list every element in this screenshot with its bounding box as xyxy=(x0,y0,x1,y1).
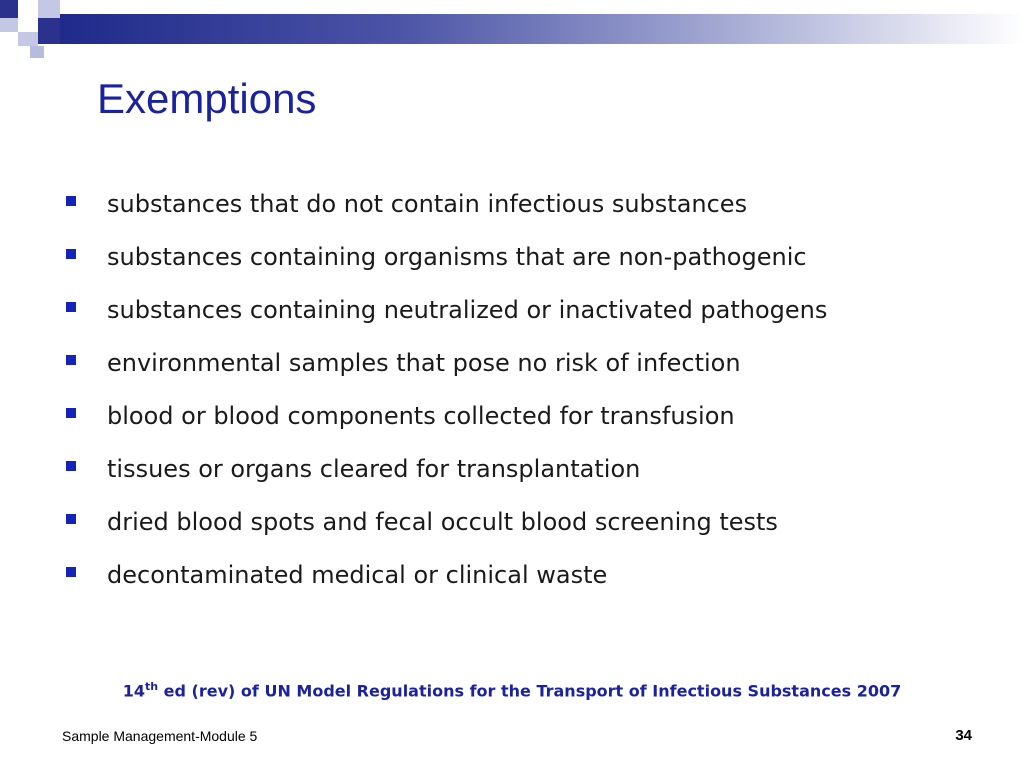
bullet-item xyxy=(62,495,827,548)
bullet-item xyxy=(62,389,827,442)
square-bullet-icon xyxy=(66,461,76,471)
bullet-item xyxy=(62,230,827,283)
header-gradient-band xyxy=(60,14,1024,44)
bullet-text: blood or blood components collected for transfusion xyxy=(107,401,735,430)
citation-text: ed (rev) of UN Model Regulations for the Transport of Infectious Substances 2007 xyxy=(158,681,902,701)
bullet-list xyxy=(62,177,827,601)
slide-title: Exemptions xyxy=(97,75,317,122)
bullet-text: dried blood spots and fecal occult blood screening tests xyxy=(107,507,778,536)
bullet-item xyxy=(62,548,827,601)
bullet-text: substances that do not contain infectious substances xyxy=(107,189,748,218)
square-bullet-icon xyxy=(66,196,76,206)
square-bullet-icon xyxy=(66,249,76,259)
square-bullet-icon xyxy=(66,355,76,365)
bullet-text: substances containing neutralized or inactivated pathogens xyxy=(107,295,828,324)
decorative-square xyxy=(0,0,18,18)
decorative-square xyxy=(18,18,38,32)
bullet-item xyxy=(62,442,827,495)
decorative-square xyxy=(18,32,38,46)
bullet-text: environmental samples that pose no risk of infection xyxy=(107,348,741,377)
footer-module-label: Sample Management-Module 5 xyxy=(62,728,258,744)
bullet-item xyxy=(62,177,827,230)
bullet-item xyxy=(62,336,827,389)
square-bullet-icon xyxy=(66,567,76,577)
bullet-text: decontaminated medical or clinical waste xyxy=(107,560,608,589)
decorative-square xyxy=(30,46,44,58)
square-bullet-icon xyxy=(66,302,76,312)
decorative-square xyxy=(38,18,60,44)
page-number: 34 xyxy=(955,727,972,744)
source-citation xyxy=(0,680,1024,700)
bullet-item xyxy=(62,283,827,336)
decorative-square xyxy=(0,18,18,32)
citation-edition-number: 14 xyxy=(122,681,146,701)
citation-superscript: th xyxy=(145,680,159,693)
bullet-text: substances containing organisms that are non-pathogenic xyxy=(107,242,807,271)
bullet-text: tissues or organs cleared for transplantation xyxy=(107,454,641,483)
square-bullet-icon xyxy=(66,408,76,418)
decorative-square xyxy=(38,0,60,18)
square-bullet-icon xyxy=(66,514,76,524)
decorative-square xyxy=(18,0,38,18)
